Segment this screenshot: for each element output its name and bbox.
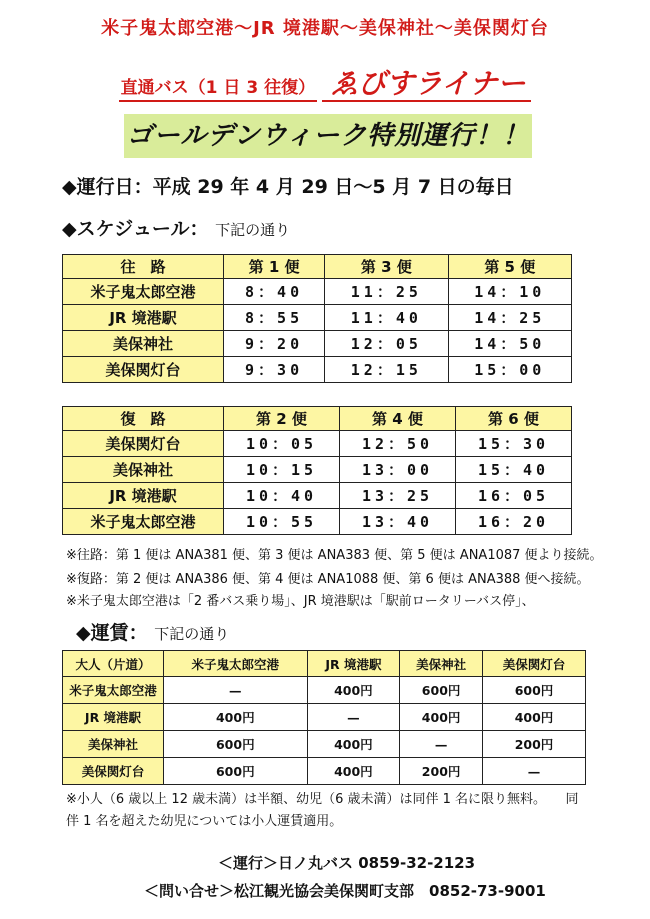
fare-cell: 400円 — [400, 704, 483, 731]
inbound-timetable — [62, 406, 572, 535]
stop-name: 美保関灯台 — [63, 758, 164, 785]
schedule-heading-label: ◆スケジュール： — [62, 218, 209, 240]
fare-cell: 600円 — [482, 677, 585, 704]
fare-cell: 400円 — [482, 704, 585, 731]
header-cell: 大人（片道） — [63, 651, 164, 677]
bus-title — [0, 62, 650, 102]
fare-cell: — — [482, 758, 585, 785]
header-cell: 第 5 便 — [448, 255, 571, 279]
stop-name: 美保関灯台 — [63, 357, 224, 383]
stop-name: 米子鬼太郎空港 — [63, 279, 224, 305]
stop-name: 美保神社 — [63, 731, 164, 758]
connection-note: ※往路：第 1 便は ANA381 便、第 3 便は ANA383 便、第 5 便は ANA1087 便より接続。 — [66, 548, 603, 563]
table-row — [63, 731, 586, 758]
header-cell: 第 2 便 — [224, 407, 340, 431]
fare-cell: 200円 — [400, 758, 483, 785]
time-cell: 11：40 — [325, 305, 448, 331]
time-cell: 8：40 — [224, 279, 325, 305]
fare-cell: 600円 — [164, 731, 308, 758]
stop-name: 美保神社 — [63, 331, 224, 357]
outbound-timetable — [62, 254, 572, 383]
table-row — [63, 331, 572, 357]
stop-name: 美保関灯台 — [63, 431, 224, 457]
time-cell: 15：40 — [456, 457, 572, 483]
header-cell: 復 路 — [63, 407, 224, 431]
time-cell: 8：55 — [224, 305, 325, 331]
table-header-row — [63, 407, 572, 431]
time-cell: 14：25 — [448, 305, 571, 331]
table-row — [63, 279, 572, 305]
table-row — [63, 305, 572, 331]
fare-cell: — — [164, 677, 308, 704]
table-row — [63, 758, 586, 785]
time-cell: 15：00 — [448, 357, 571, 383]
time-cell: 15：30 — [456, 431, 572, 457]
fare-cell: — — [400, 731, 483, 758]
table-row — [63, 677, 586, 704]
schedule-heading — [62, 214, 290, 241]
header-cell: 第 6 便 — [456, 407, 572, 431]
header-cell: 第 1 便 — [224, 255, 325, 279]
schedule-heading-sub: 下記の通り — [215, 221, 291, 239]
time-cell: 9：20 — [224, 331, 325, 357]
fare-cell: 400円 — [307, 758, 400, 785]
liner-name: ゑびすライナー — [322, 67, 531, 102]
stop-name: 米子鬼太郎空港 — [63, 509, 224, 535]
operating-days: ◆運行日：平成 29 年 4 月 29 日～5 月 7 日の毎日 — [62, 176, 514, 198]
table-row — [63, 431, 572, 457]
time-cell: 16：20 — [456, 509, 572, 535]
child-fare-note-continued: 伴 1 名を超えた幼児については小人運賃適用。 — [66, 814, 343, 829]
header-cell: 米子鬼太郎空港 — [164, 651, 308, 677]
fare-cell: 200円 — [482, 731, 585, 758]
stop-name: 米子鬼太郎空港 — [63, 677, 164, 704]
fare-cell: 400円 — [164, 704, 308, 731]
inquiry-contact: ＜問い合せ＞松江観光協会美保関町支部 0852-73-9001 — [144, 882, 546, 900]
time-cell: 11：25 — [325, 279, 448, 305]
table-row — [63, 357, 572, 383]
fare-table — [62, 650, 586, 785]
fare-cell: 400円 — [307, 677, 400, 704]
table-header-row — [63, 651, 586, 677]
time-cell: 10：15 — [224, 457, 340, 483]
stop-name: JR 境港駅 — [63, 483, 224, 509]
fare-heading-label: ◆運賃： — [76, 622, 148, 644]
header-cell: 第 3 便 — [325, 255, 448, 279]
header-cell: 美保関灯台 — [482, 651, 585, 677]
operator-contact: ＜運行＞日ノ丸バス 0859-32-2123 — [218, 854, 476, 872]
route-title: 米子鬼太郎空港～JR 境港駅～美保神社～美保関灯台 — [101, 18, 549, 39]
time-cell: 12：15 — [325, 357, 448, 383]
stop-name: JR 境港駅 — [63, 704, 164, 731]
header-cell: 美保神社 — [400, 651, 483, 677]
table-row — [63, 704, 586, 731]
table-row — [63, 457, 572, 483]
golden-week-banner: ゴールデンウィーク特別運行！！ — [124, 114, 532, 158]
fare-heading-sub: 下記の通り — [154, 625, 230, 643]
fare-cell: 600円 — [164, 758, 308, 785]
time-cell: 13：40 — [340, 509, 456, 535]
table-header-row — [63, 255, 572, 279]
time-cell: 10：05 — [224, 431, 340, 457]
time-cell: 14：50 — [448, 331, 571, 357]
connection-note: ※米子鬼太郎空港は「2 番バス乗り場」、JR 境港駅は「駅前ロータリーバス停」、 — [66, 594, 535, 609]
header-cell: 往 路 — [63, 255, 224, 279]
fare-cell: — — [307, 704, 400, 731]
time-cell: 14：10 — [448, 279, 571, 305]
direct-bus-label: 直通バス（1 日 3 往復） — [119, 78, 317, 102]
header-cell: 第 4 便 — [340, 407, 456, 431]
fare-cell: 600円 — [400, 677, 483, 704]
fare-cell: 400円 — [307, 731, 400, 758]
child-fare-note: ※小人（6 歳以上 12 歳未満）は半額、幼児（6 歳未満）は同伴 1 名に限り無料。 同 — [66, 792, 579, 807]
time-cell: 10：55 — [224, 509, 340, 535]
table-row — [63, 509, 572, 535]
table-row — [63, 483, 572, 509]
fare-heading — [76, 618, 229, 645]
header-cell: JR 境港駅 — [307, 651, 400, 677]
time-cell: 13：00 — [340, 457, 456, 483]
time-cell: 12：50 — [340, 431, 456, 457]
time-cell: 9：30 — [224, 357, 325, 383]
time-cell: 12：05 — [325, 331, 448, 357]
stop-name: JR 境港駅 — [63, 305, 224, 331]
connection-note: ※復路：第 2 便は ANA386 便、第 4 便は ANA1088 便、第 6 便は ANA388 便へ接続。 — [66, 572, 590, 587]
time-cell: 10：40 — [224, 483, 340, 509]
time-cell: 16：05 — [456, 483, 572, 509]
time-cell: 13：25 — [340, 483, 456, 509]
stop-name: 美保神社 — [63, 457, 224, 483]
